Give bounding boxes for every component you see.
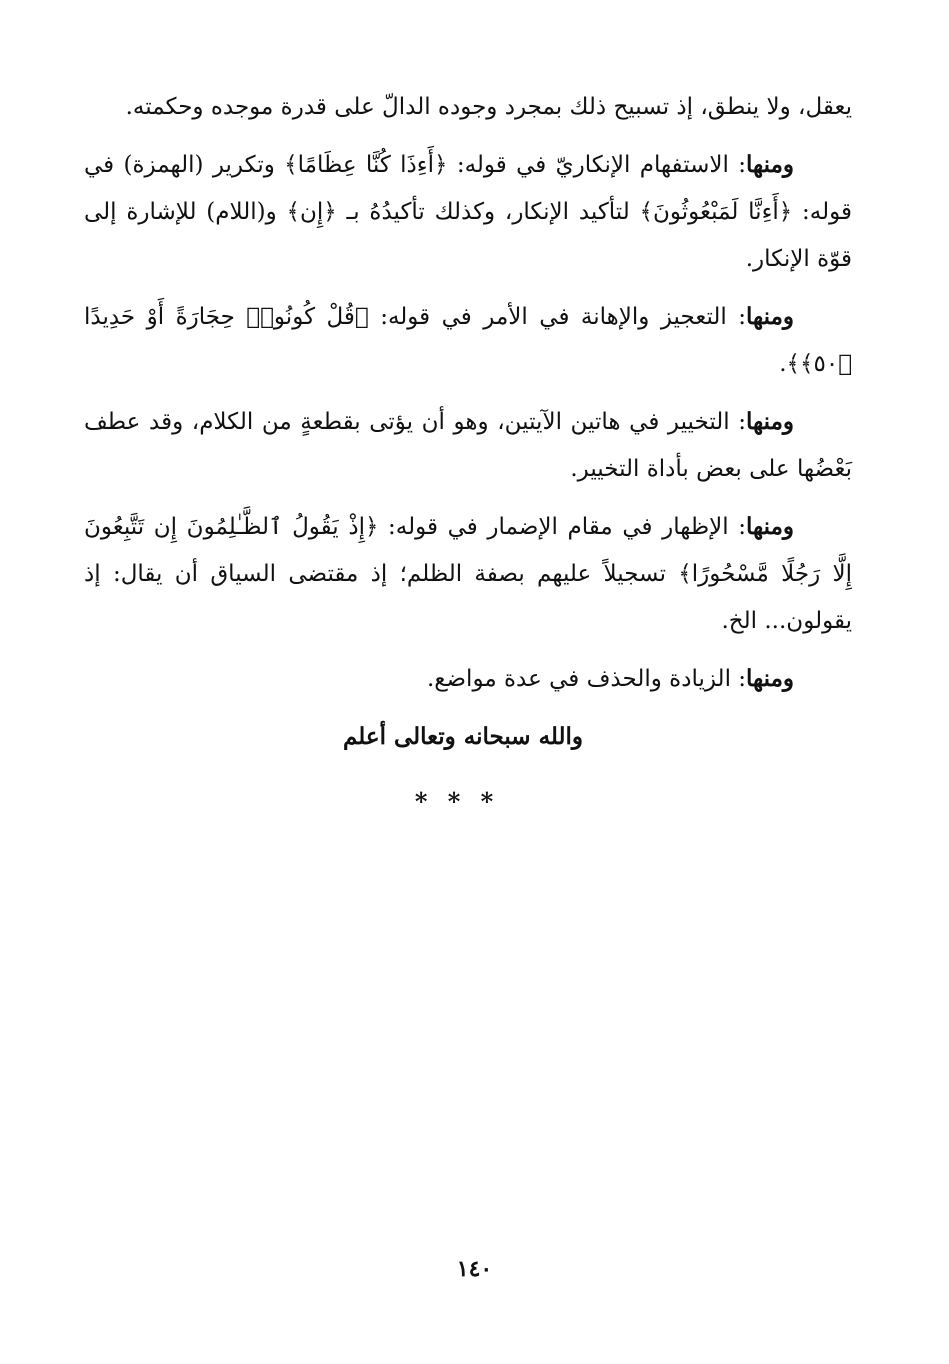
- paragraph-lead: ومنها: [746, 151, 794, 178]
- paragraph-lead: ومنها: [746, 303, 794, 330]
- paragraph-challenge: [84, 293, 852, 388]
- page-body: [84, 84, 852, 825]
- section-separator: * * *: [414, 787, 500, 816]
- closing-line: والله سبحانه وتعالى أعلم: [342, 723, 584, 750]
- paragraph-lead: ومنها: [746, 513, 794, 540]
- paragraph-text: : الاستفهام الإنكاريّ في قوله: ﴿أَءِذَا كُنَّا عِظَامًا﴾ وتكرير (الهمزة) في قوله: ﴿أَءِنَّا لَمَبْعُوثُونَ﴾ لتأكيد الإنكار، وكذلك تأكيدُهُ بـ ﴿إِن﴾ و(اللام) للإشارة إلى قوّة الإنكار.: [84, 152, 852, 272]
- paragraph-text: يعقل، ولا ينطق، إذ تسبيح ذلك بمجرد وجوده الدالّ على قدرة موجده وحكمته.: [125, 94, 852, 120]
- paragraph-text: : الزيادة والحذف في عدة مواضع.: [426, 666, 747, 692]
- paragraph-text: : التعجيز والإهانة في الأمر في قوله: ﴿قُلْ كُونُوا۟ حِجَارَةً أَوْ حَدِيدًا ﴿٥٠﴾﴾.: [84, 304, 852, 377]
- paragraph-addition-omission: [84, 655, 852, 703]
- page-number: ١٤٠: [456, 1256, 493, 1282]
- paragraph-rhetorical-question: [84, 141, 852, 283]
- paragraph-text: : الإظهار في مقام الإضمار في قوله: ﴿إِذْ يَقُولُ ٱلظَّـٰلِمُونَ إِن تَتَّبِعُونَ إِلَّا رَجُلًا مَّسْحُورًا﴾ تسجيلاً عليهم بصفة الظلم؛ إذ مقتضى السياق أن يقال: إذ يقولون... الخ.: [84, 514, 852, 634]
- paragraph-continuation: [84, 84, 852, 131]
- paragraph-lead: ومنها: [746, 408, 794, 435]
- paragraph-lead: ومنها: [746, 665, 794, 692]
- paragraph-text: : التخيير في هاتين الآيتين، وهو أن يؤتى بقطعةٍ من الكلام، وقد عطف بَعْضُها على بعض بأداة التخيير.: [84, 409, 852, 482]
- paragraph-explicit-mention: [84, 503, 852, 645]
- paragraph-choice: [84, 398, 852, 493]
